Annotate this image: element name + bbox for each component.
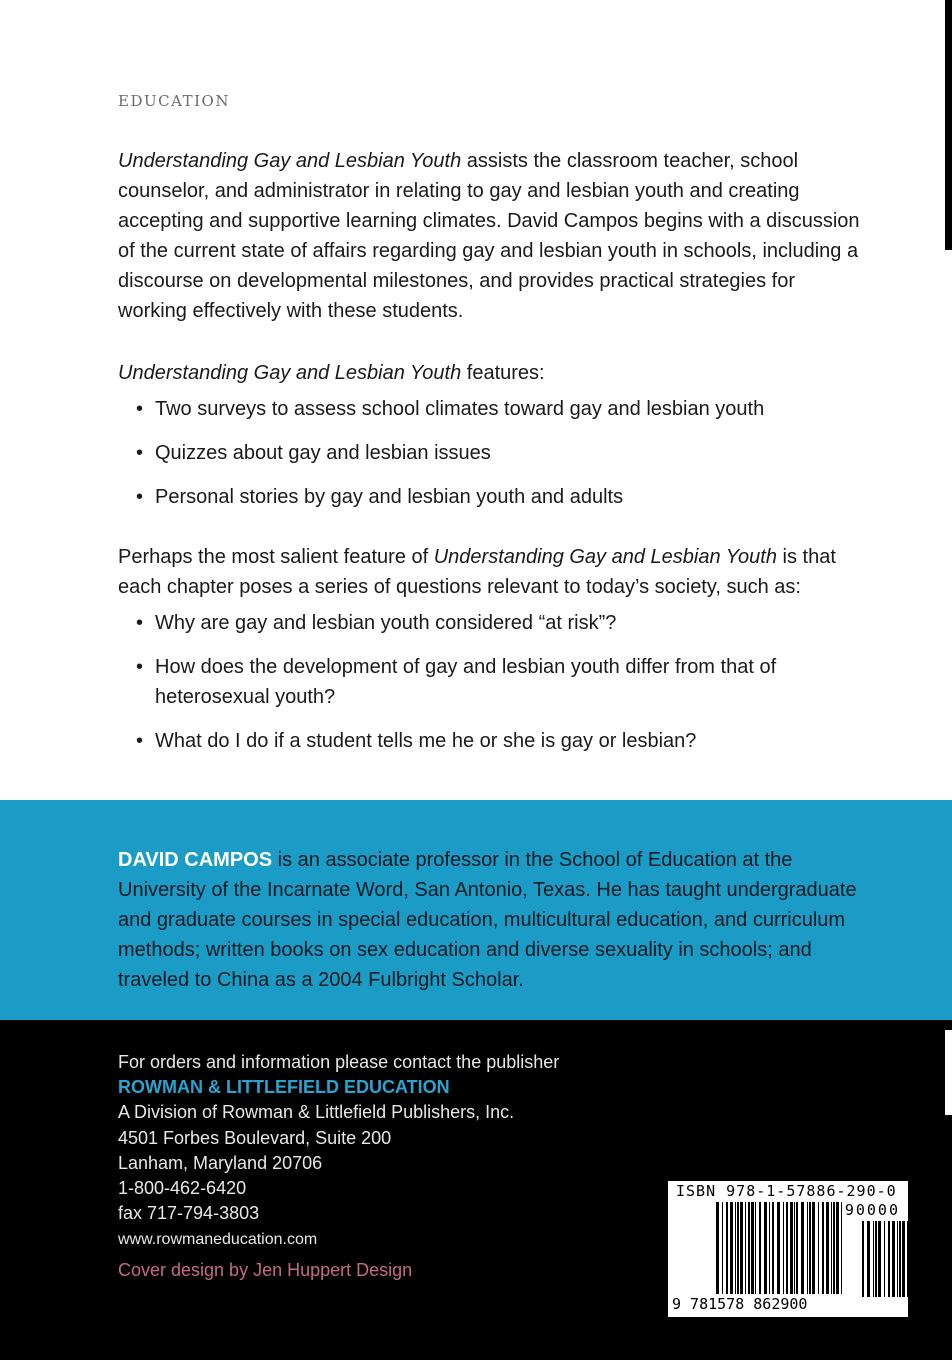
- barcode-bar: [878, 1221, 881, 1297]
- questions-list: [136, 608, 863, 756]
- cover-credit: Cover design by Jen Huppert Design: [118, 1260, 413, 1280]
- features-suffix: features:: [461, 362, 545, 384]
- barcode-bar: [888, 1221, 890, 1297]
- book-title: Understanding Gay and Lesbian Youth: [118, 150, 462, 172]
- barcode-bar: [755, 1202, 756, 1294]
- publisher-division: A Division of Rowman & Littlefield Publishers, Inc.: [118, 1102, 515, 1122]
- publisher-address-1: 4501 Forbes Boulevard, Suite 200: [118, 1128, 392, 1148]
- barcode-bar: [722, 1202, 723, 1294]
- barcode-bar: [769, 1202, 770, 1294]
- list-item: • Why are gay and lesbian youth considered “at risk”?: [136, 608, 863, 638]
- description-column: [118, 146, 863, 770]
- barcode-bar: [907, 1221, 908, 1297]
- barcode-bar: [897, 1221, 898, 1297]
- intro-paragraph: [118, 146, 863, 326]
- edge-mark: [945, 0, 952, 250]
- list-item: • Quizzes about gay and lesbian issues: [136, 438, 863, 468]
- barcode-bar: [867, 1221, 870, 1297]
- barcode-bar: [884, 1221, 885, 1297]
- barcode-bar: [892, 1221, 895, 1297]
- list-item: • Two surveys to assess school climates toward gay and lesbian youth: [136, 394, 863, 424]
- features-heading: [118, 358, 863, 388]
- barcode-bar: [716, 1202, 719, 1294]
- author-bio: [118, 845, 863, 995]
- barcode-bar: [735, 1202, 736, 1294]
- barcode-bar: [737, 1202, 739, 1294]
- barcode-bar: [902, 1221, 905, 1297]
- barcode-bar: [836, 1202, 839, 1294]
- barcode-bar: [796, 1202, 798, 1294]
- barcode-bar: [809, 1202, 811, 1294]
- author-bio-band: [0, 800, 952, 1020]
- barcode-bar: [875, 1221, 877, 1297]
- barcode-bar: [751, 1202, 754, 1294]
- publisher-phone: 1-800-462-6420: [118, 1178, 247, 1198]
- barcode-bar: [913, 1221, 916, 1297]
- barcode-bar: [786, 1202, 788, 1294]
- intro-text: assists the classroom teacher, school counselor, and administrator in relating to gay and lesbian youth and creating accepting and supportive learning climates. David Campos begins with a discussion of the current state of affairs regarding gay and lesbian youth in schools, including a discourse on developmental milestones, and provides practical strategies for working effectively with these students.: [118, 150, 860, 322]
- author-bio-text: is an associate professor in the School of Education at the University of the Incarnate Word, San Antonio, Texas. He has taught undergraduate and graduate courses in special education, multicultural education, and curriculum methods; written books on sex education and diverse sexuality in schools; and traveled to China as a 2004 Fulbright Scholar.: [118, 849, 857, 991]
- barcode-bar: [740, 1202, 743, 1294]
- publisher-intro: For orders and information please contact the publisher: [118, 1052, 560, 1072]
- barcode-bar: [833, 1202, 835, 1294]
- barcode-bar: [764, 1202, 767, 1294]
- barcode-bar: [726, 1202, 728, 1294]
- list-item: • How does the development of gay and lesbian youth differ from that of heterosexual youth?: [136, 652, 845, 712]
- category-label: EDUCATION: [118, 92, 230, 110]
- addon-bars: [862, 1221, 917, 1297]
- barcode-bar: [818, 1202, 819, 1294]
- list-item: • Personal stories by gay and lesbian youth and adults: [136, 482, 863, 512]
- barcode-bar: [748, 1202, 750, 1294]
- barcode-bar: [783, 1202, 784, 1294]
- features-list: [136, 394, 863, 512]
- barcode-bar: [794, 1202, 795, 1294]
- questions-suffix: is that each chapter poses a series of questions relevant to today’s society, such as:: [118, 546, 836, 598]
- barcode-bar: [745, 1202, 746, 1294]
- barcode-bar: [790, 1202, 793, 1294]
- price-code: 90000: [844, 1201, 900, 1219]
- barcode-digits: 9 781578 862900: [672, 1295, 808, 1313]
- barcode-bar: [831, 1202, 832, 1294]
- barcode-bar: [862, 1221, 864, 1297]
- publisher-name: ROWMAN & LITTLEFIELD EDUCATION: [118, 1077, 450, 1097]
- barcode-bars: [716, 1202, 844, 1294]
- isbn-text: ISBN 978-1-57886-290-0: [676, 1182, 897, 1200]
- barcode-bar: [759, 1202, 761, 1294]
- edge-mark: [945, 1030, 952, 1115]
- questions-paragraph: [118, 542, 863, 602]
- barcode-bar: [777, 1202, 780, 1294]
- book-title: Understanding Gay and Lesbian Youth: [433, 546, 777, 568]
- barcode-bar: [841, 1202, 842, 1294]
- list-item: • What do I do if a student tells me he or she is gay or lesbian?: [136, 726, 863, 756]
- barcode-bar: [873, 1221, 874, 1297]
- barcode-bar: [801, 1202, 804, 1294]
- barcode-bar: [899, 1221, 901, 1297]
- barcode-bar: [772, 1202, 774, 1294]
- barcode-bar: [807, 1202, 808, 1294]
- publisher-address-2: Lanham, Maryland 20706: [118, 1153, 323, 1173]
- publisher-website[interactable]: www.rowmaneducation.com: [118, 1231, 318, 1248]
- author-name: DAVID CAMPOS: [118, 849, 273, 871]
- barcode-bar: [730, 1202, 733, 1294]
- questions-prefix: Perhaps the most salient feature of: [118, 546, 434, 568]
- isbn-barcode: [668, 1181, 908, 1317]
- barcode-bar: [822, 1202, 824, 1294]
- barcode-bar: [826, 1202, 829, 1294]
- book-title: Understanding Gay and Lesbian Youth: [118, 362, 462, 384]
- barcode-bar: [812, 1202, 815, 1294]
- publisher-fax: fax 717-794-3803: [118, 1203, 260, 1223]
- barcode-bar: [910, 1221, 912, 1297]
